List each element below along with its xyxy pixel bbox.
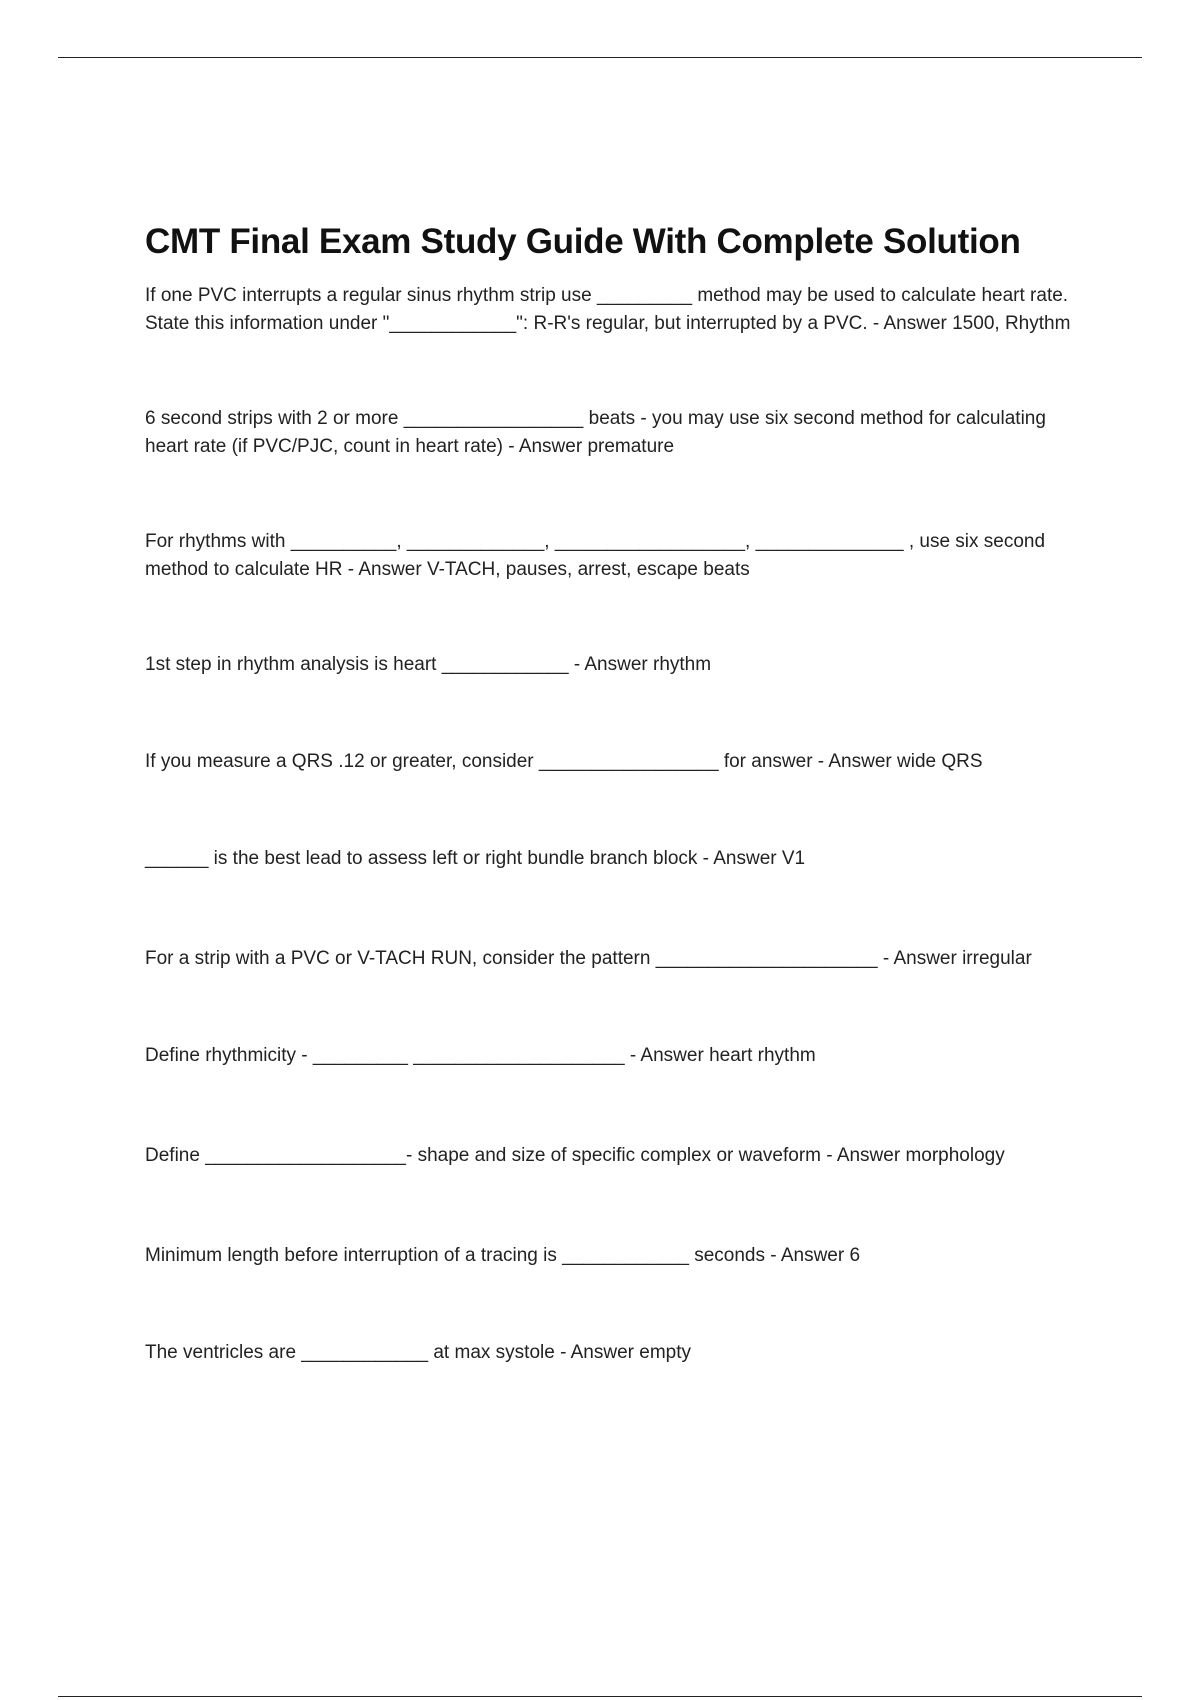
document-title: CMT Final Exam Study Guide With Complete Solution xyxy=(145,222,1021,261)
qa-item: Define ___________________- shape and size of specific complex or waveform - Answer morphology xyxy=(145,1145,1005,1167)
bottom-rule xyxy=(58,1696,1142,1697)
qa-item: The ventricles are ____________ at max systole - Answer empty xyxy=(145,1342,692,1364)
document-body xyxy=(145,222,1085,1367)
qa-item: For rhythms with __________, _____________, __________________, ______________ , use six second method to calculate HR - Answer V-TACH, pauses, arrest, escape beats xyxy=(145,531,1046,581)
qa-item: If one PVC interrupts a regular sinus rhythm strip use _________ method may be used to calculate heart rate. State this information under "____________": R-R's regular, but interrupted by a PVC. - Answer 1500, Rhythm xyxy=(145,285,1071,335)
qa-list xyxy=(145,282,1085,1367)
qa-item: Minimum length before interruption of a tracing is ____________ seconds - Answer 6 xyxy=(145,1245,861,1267)
qa-item: 1st step in rhythm analysis is heart ____________ - Answer rhythm xyxy=(145,654,712,676)
qa-item: 6 second strips with 2 or more _________________ beats - you may use six second method for calculating heart rate (if PVC/PJC, count in heart rate) - Answer premature xyxy=(145,408,1046,458)
qa-item: Define rhythmicity - _________ ____________________ - Answer heart rhythm xyxy=(145,1045,816,1067)
qa-item: ______ is the best lead to assess left or right bundle branch block - Answer V1 xyxy=(145,848,806,870)
top-rule xyxy=(58,57,1142,58)
qa-item: If you measure a QRS .12 or greater, consider _________________ for answer - Answer wide QRS xyxy=(145,751,983,773)
qa-item: For a strip with a PVC or V-TACH RUN, consider the pattern _____________________ - Answer irregular xyxy=(145,948,1032,970)
